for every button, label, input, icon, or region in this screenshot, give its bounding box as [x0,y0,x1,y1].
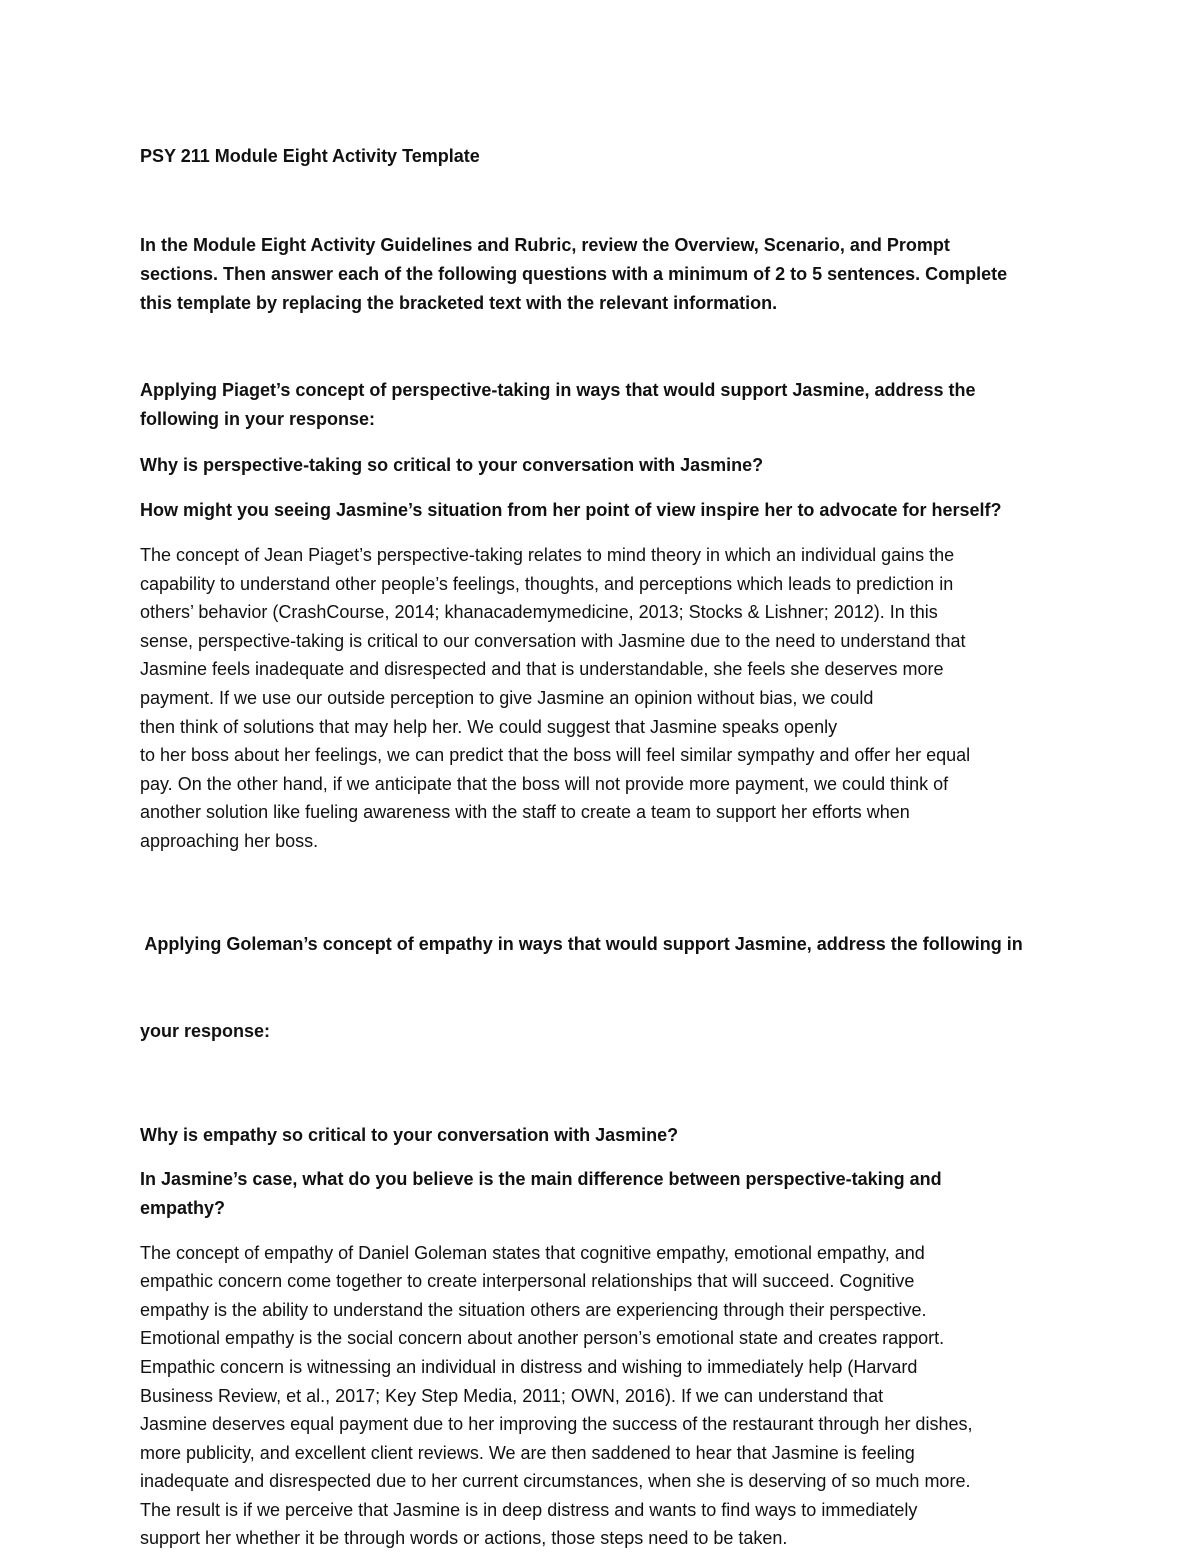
answer-line: support her whether it be through words or actions, those steps need to be taken. [140,1528,788,1549]
intro-line: this template by replacing the bracketed text with the relevant information. [140,293,778,313]
goleman-section-heading [140,872,1070,1104]
answer-line: The concept of empathy of Daniel Goleman states that cognitive empathy, emotional empathy, and [140,1242,925,1263]
heading-line: following in your response: [140,409,376,429]
piaget-section-heading [140,376,1070,434]
heading-line: Applying Goleman’s concept of empathy in ways that would support Jasmine, address the following in [140,933,1023,954]
answer-line: Empathic concern is witnessing an individual in distress and wishing to immediately help (Harvard [140,1356,918,1377]
question-line: empathy? [140,1197,226,1218]
intro-paragraph [140,231,1070,318]
goleman-question-2 [140,1165,1070,1223]
answer-line: pay. On the other hand, if we anticipate that the boss will not provide more payment, we could think of [140,773,949,794]
answer-line: then think of solutions that may help her. We could suggest that Jasmine speaks openly [140,716,838,737]
answer-line: The concept of Jean Piaget’s perspective-taking relates to mind theory in which an individual gains the [140,545,955,565]
answer-line: others’ behavior (CrashCourse, 2014; khanacademymedicine, 2013; Stocks & Lishner; 2012). In this [140,602,938,623]
intro-line: sections. Then answer each of the following questions with a minimum of 2 to 5 sentences. Complete [140,264,1008,284]
answer-line: capability to understand other people’s feelings, thoughts, and perceptions which leads to prediction in [140,573,954,594]
goleman-answer-paragraph [140,1239,1070,1553]
goleman-question-1: Why is empathy so critical to your conversation with Jasmine? [140,1124,679,1145]
answer-line: Jasmine feels inadequate and disrespected and that is understandable, she feels she deserves more [140,659,944,680]
answer-line: payment. If we use our outside perception to give Jasmine an opinion without bias, we could [140,687,874,708]
answer-line: to her boss about her feelings, we can predict that the boss will feel similar sympathy and offer her equal [140,745,971,766]
document-page [140,140,1070,1553]
answer-line: empathy is the ability to understand the situation others are experiencing through their perspective. [140,1299,927,1320]
answer-line: more publicity, and excellent client reviews. We are then saddened to hear that Jasmine is feeling [140,1442,915,1463]
answer-line: Jasmine deserves equal payment due to her improving the success of the restaurant through her dishes, [140,1414,973,1435]
heading-line: Applying Piaget’s concept of perspective-taking in ways that would support Jasmine, address the [140,380,976,400]
document-title: PSY 211 Module Eight Activity Template [140,146,480,166]
answer-line: The result is if we perceive that Jasmine is in deep distress and wants to find ways to immediately [140,1499,918,1520]
intro-line: In the Module Eight Activity Guidelines and Rubric, review the Overview, Scenario, and Prompt [140,235,950,255]
answer-line: sense, perspective-taking is critical to our conversation with Jasmine due to the need to understand that [140,630,966,651]
piaget-answer-paragraph [140,541,1070,856]
answer-line: approaching her boss. [140,830,319,851]
piaget-question-2: How might you seeing Jasmine’s situation from her point of view inspire her to advocate for herself? [140,500,1002,520]
answer-line: Business Review, et al., 2017; Key Step Media, 2011; OWN, 2016). If we can understand that [140,1385,884,1406]
heading-line: your response: [140,1020,271,1041]
answer-line: inadequate and disrespected due to her current circumstances, when she is deserving of so much more. [140,1471,971,1492]
question-line: In Jasmine’s case, what do you believe is the main difference between perspective-taking and [140,1168,942,1189]
answer-line: another solution like fueling awareness with the staff to create a team to support her efforts when [140,802,910,823]
answer-line: Emotional empathy is the social concern about another person’s emotional state and creates rapport. [140,1328,945,1349]
answer-line: empathic concern come together to create interpersonal relationships that will succeed. Cognitive [140,1271,915,1292]
piaget-question-1: Why is perspective-taking so critical to your conversation with Jasmine? [140,455,764,475]
